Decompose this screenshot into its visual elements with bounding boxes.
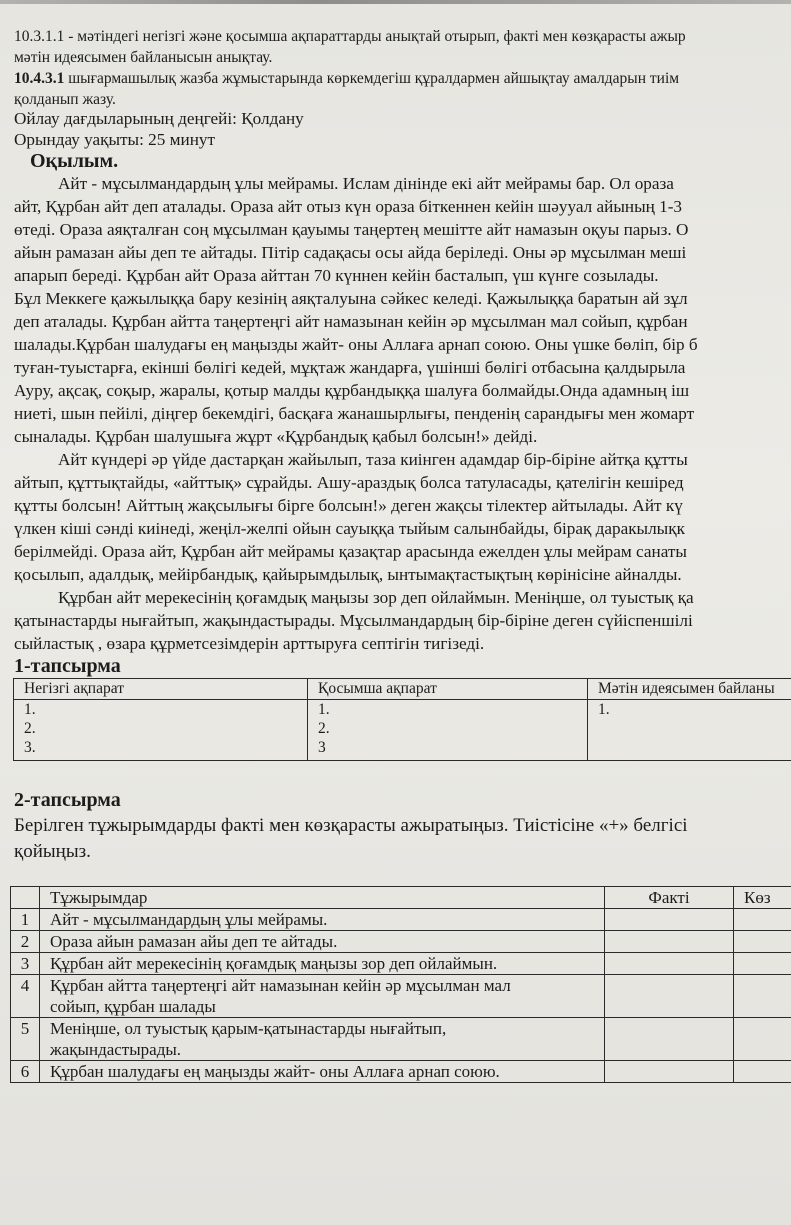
opinion-checkbox-cell[interactable] <box>734 1018 791 1061</box>
statement-text <box>40 975 605 1018</box>
reading-line: Айт күндері әр үйде дастарқан жайылып, таза киінген адамдар бір-біріне айтқа құтты <box>58 450 688 469</box>
task-1-table <box>13 678 791 761</box>
completion-time: Орындау уақыты: 25 минут <box>14 130 216 149</box>
answer-line: 3. <box>24 739 36 756</box>
reading-line: ниеті, шын пейілі, діңгер бекемдігі, басқаға жанашырлығы, пенденің сарандығы мен жомарт <box>14 404 695 423</box>
statement-text: Құрбан айт мерекесінің қоғамдық маңызы зор деп ойлаймын. <box>40 953 605 975</box>
statement-text: Ораза айын рамазан айы деп те айтады. <box>40 931 605 953</box>
reading-line: туған-туыстарға, екінші бөлігі кедей, мұқтаж жандарға, үшінші бөлігі отбасына қалдырыла <box>14 358 686 377</box>
statement-line: Құрбан айтта таңертеңгі айт намазынан кейін әр мұсылман мал <box>50 976 511 995</box>
reading-line: Ауру, ақсақ, соқыр, жаралы, қотыр малды құрбандыққа шалуға болмайды.Онда адамның іш <box>14 381 690 400</box>
reading-line: сыналады. Құрбан шалушыға жұрт «Құрбандық қабыл болсын!» дейді. <box>14 427 538 446</box>
table-row <box>11 1018 791 1061</box>
task-2-instruction-line-1: Берілген тұжырымдарды факті мен көзқарасты ажыратыңыз. Тиістісіне «+» белгісі <box>14 815 688 836</box>
row-number: 1 <box>11 909 40 931</box>
reading-line: айтып, құттықтайды, «айттық» сұрайды. Ашу-араздық болса татуласады, қателігін кешіред <box>14 473 684 492</box>
row-number: 6 <box>11 1061 40 1083</box>
fact-checkbox-cell[interactable] <box>605 975 734 1018</box>
task-2-instruction-line-2: қойыңыз. <box>14 841 91 862</box>
statement-line: Меніңше, ол туыстық қарым-қатынастарды нығайтып, <box>50 1019 447 1038</box>
thinking-level: Ойлау дағдыларының деңгейі: Қолдану <box>14 109 304 128</box>
top-rule <box>0 0 791 4</box>
reading-line: қосылып, адалдық, мейірбандық, қайырымдылық, ынтымақтастықтың көрінісіне айналды. <box>14 565 682 584</box>
reading-line: берілмейді. Ораза айт, Құрбан айт мейрамы қазақтар арасында ежелден ұлы мейрам санаты <box>14 542 687 561</box>
reading-line: құтты болсын! Айттың жақсылығы бірге болсын!» деген жақсы тілектер айтылады. Айт кү <box>14 496 683 515</box>
fact-checkbox-cell[interactable] <box>605 953 734 975</box>
task-1-title: 1-тапсырма <box>14 655 121 677</box>
reading-line: деп аталады. Құрбан айтта таңертеңгі айт намазынан кейін әр мұсылман мал сойып, құрбан <box>14 312 688 331</box>
main-info-cell[interactable] <box>14 700 308 761</box>
header-main-info: Негізгі ақпарат <box>14 679 308 700</box>
header-fact: Факті <box>605 887 734 909</box>
answer-line: 1. <box>598 701 610 718</box>
reading-line: үлкен кіші сәнді киінеді, жеңіл-желпі ойын сауыққа тыйым салынбайды, бірақ даракылықк <box>14 519 685 538</box>
reading-line: қатынастарды нығайтып, жақындастырады. Мұсылмандардың бір-біріне деген сүйіспеншілі <box>14 611 693 630</box>
header-additional-info: Қосымша ақпарат <box>308 679 588 700</box>
additional-info-cell[interactable] <box>308 700 588 761</box>
opinion-checkbox-cell[interactable] <box>734 953 791 975</box>
statement-text: Құрбан шалудағы ең маңызды жайт- оны Аллаға арнап союю. <box>40 1061 605 1083</box>
fact-checkbox-cell[interactable] <box>605 931 734 953</box>
statement-text: Айт - мұсылмандардың ұлы мейрамы. <box>40 909 605 931</box>
table-row <box>11 953 791 975</box>
answer-line: 1. <box>318 701 330 718</box>
table-row <box>11 931 791 953</box>
objective-1-line-2: мәтін идеясымен байланысын анықтау. <box>14 49 273 66</box>
task-2-title: 2-тапсырма <box>14 789 121 811</box>
reading-line: апарып береді. Құрбан айт Ораза айттан 70 күннен кейін басталып, үш күнге созылады. <box>14 266 659 285</box>
row-number: 3 <box>11 953 40 975</box>
statement-text <box>40 1018 605 1061</box>
opinion-checkbox-cell[interactable] <box>734 1061 791 1083</box>
number-header <box>11 887 40 909</box>
reading-line: Бұл Меккеге қажылыққа бару кезінің аяқталуына сәйкес келеді. Қажылыққа баратын ай зұл <box>14 289 688 308</box>
objective-1-line-1: 10.3.1.1 - мәтіндегі негізгі және қосымша ақпараттарды анықтай отырып, факті мен көзқарасты ажыр <box>14 28 686 45</box>
objective-2-line-1 <box>14 68 679 90</box>
answer-line: 2. <box>24 720 36 737</box>
table-row <box>11 909 791 931</box>
row-number: 2 <box>11 931 40 953</box>
reading-line: шалады.Құрбан шалудағы ең маңызды жайт- оны Аллаға арнап союю. Оны үшке бөліп, бір б <box>14 335 698 354</box>
opinion-checkbox-cell[interactable] <box>734 909 791 931</box>
fact-checkbox-cell[interactable] <box>605 1061 734 1083</box>
answer-line: 1. <box>24 701 36 718</box>
answer-line: 3 <box>318 739 326 756</box>
reading-line: өтеді. Ораза аяқталған соң мұсылман қауымы таңертең мешітте айт намазын оқуы парыз. О <box>14 220 689 239</box>
row-number: 4 <box>11 975 40 1018</box>
table-row <box>11 1061 791 1083</box>
fact-checkbox-cell[interactable] <box>605 909 734 931</box>
answer-line: 2. <box>318 720 330 737</box>
header-statements: Тұжырымдар <box>40 887 605 909</box>
reading-line: Айт - мұсылмандардың ұлы мейрамы. Ислам дінінде екі айт мейрамы бар. Ол ораза <box>58 174 674 193</box>
objective-2-code: 10.4.3.1 <box>14 70 65 87</box>
text-idea-cell[interactable] <box>588 700 791 761</box>
row-number: 5 <box>11 1018 40 1061</box>
header-opinion: Көз <box>734 887 791 909</box>
table-row <box>11 975 791 1018</box>
header-text-idea: Мәтін идеясымен байланы <box>588 679 791 700</box>
reading-line: сыйластық , өзара құрметсезімдерін арттыруға септігін тигізеді. <box>14 634 485 653</box>
task-2-table <box>10 886 791 1083</box>
statement-line: сойып, құрбан шалады <box>50 997 216 1016</box>
reading-line: Құрбан айт мерекесінің қоғамдық маңызы зор деп ойлаймын. Меніңше, ол туыстық қа <box>58 588 694 607</box>
reading-line: айт, Құрбан айт деп аталады. Ораза айт отыз күн ораза біткеннен кейін шәууал айының 1-3 <box>14 197 683 216</box>
statement-line: жақындастырады. <box>50 1040 182 1059</box>
reading-line: айын рамазан айы деп те айтады. Пітір садақасы осы айда беріледі. Оны әр мұсылман меші <box>14 243 687 262</box>
fact-checkbox-cell[interactable] <box>605 1018 734 1061</box>
objective-2-line-2: қолданып жазу. <box>14 91 116 108</box>
reading-title: Оқылым. <box>30 150 119 172</box>
opinion-checkbox-cell[interactable] <box>734 975 791 1018</box>
opinion-checkbox-cell[interactable] <box>734 931 791 953</box>
objective-2-text: шығармашылық жазба жұмыстарында көркемдегіш құралдармен айшықтау амалдарын тиім <box>64 70 680 87</box>
